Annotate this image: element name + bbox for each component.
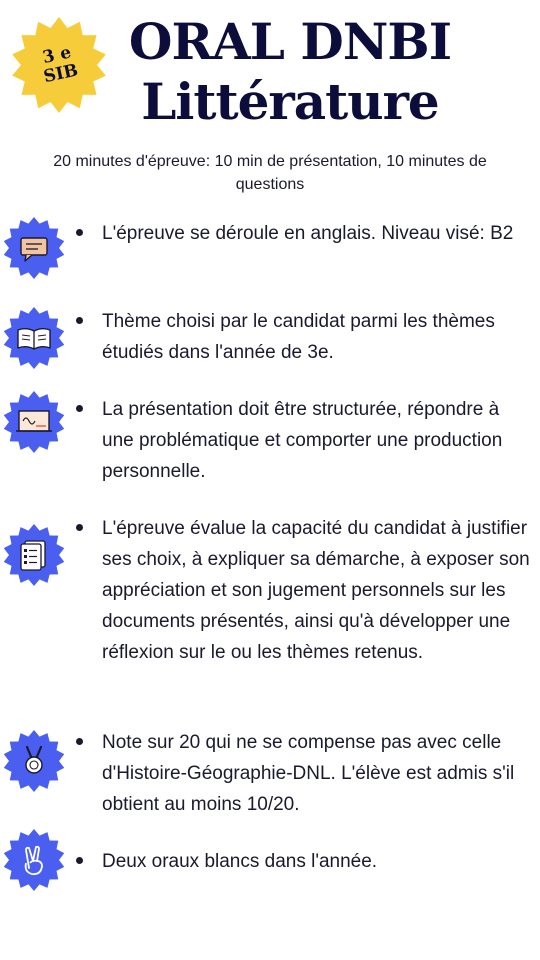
presentation-board-icon (2, 390, 66, 454)
item-text: Note sur 20 qui ne se compense pas avec celle d'Histoire-Géographie-DNL. L'élève est admis s'il obtient au moins 10/20. (102, 732, 515, 815)
item-text: Deux oraux blancs dans l'année. (102, 851, 378, 872)
item-text: Thème choisi par le candidat parmi les thèmes étudiés dans l'année de 3e. (102, 311, 495, 363)
page-subtitle: 20 minutes d'épreuve: 10 min de présentation, 10 minutes de questions (53, 153, 487, 193)
badge-line-2: SIB (41, 60, 80, 88)
open-book-icon (2, 306, 66, 370)
bullet (76, 857, 83, 864)
bullet (76, 524, 83, 531)
bullet (76, 738, 83, 745)
page-title-line-1: ORAL DNBI (128, 12, 452, 71)
speech-bubble-icon (2, 216, 66, 280)
bullet (76, 405, 83, 412)
bullet (76, 229, 83, 236)
item-text: La présentation doit être structurée, répondre à une problématique et comporter une production personnelle. (102, 399, 503, 482)
peace-hand-icon (2, 828, 66, 892)
page-title-line-2: Littérature (141, 72, 439, 131)
badge-line-1: 3 e (40, 42, 73, 68)
item-text: L'épreuve se déroule en anglais. Niveau visé: B2 (102, 223, 514, 244)
medal-icon (2, 729, 66, 793)
bullet (76, 317, 83, 324)
item-text: L'épreuve évalue la capacité du candidat à justifier ses choix, à expliquer sa démarche, à exposer son appréciation et son jugement personnels sur les documents présentés, ainsi qu'à développer une réflexion sur le ou les thèmes retenus. (102, 518, 530, 663)
document-checklist-icon (2, 523, 66, 587)
